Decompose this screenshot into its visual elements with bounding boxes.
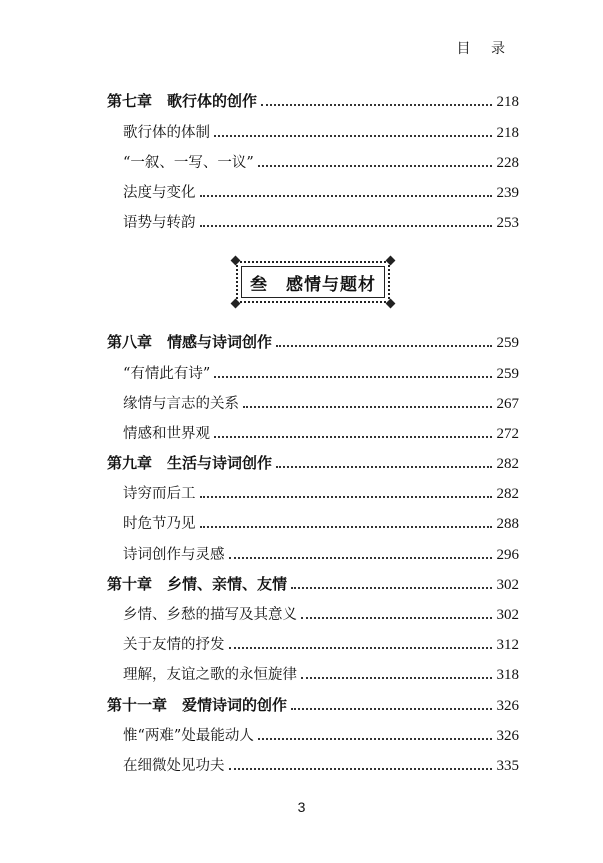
toc-entry-section[interactable]: [123, 178, 519, 202]
toc-entry-title: 缘情与言志的关系: [123, 396, 239, 412]
toc-entry-title: 第十一章 爱情诗词的创作: [107, 696, 288, 714]
dot-leader: [200, 496, 492, 498]
toc-entry-section[interactable]: [123, 540, 519, 564]
toc-entry-section[interactable]: [123, 419, 519, 443]
toc-entry-section[interactable]: [123, 600, 519, 624]
part-heading: 叁 感情与题材: [241, 266, 385, 298]
toc-entry-page: 326: [496, 728, 519, 744]
toc-entry-page: 326: [496, 698, 519, 714]
toc-entry-title: 时危节乃见: [123, 516, 196, 532]
dot-leader: [229, 557, 492, 559]
toc-entry-page: 267: [496, 396, 519, 412]
toc-entry-section[interactable]: [123, 389, 519, 413]
toc-entry-page: 272: [496, 426, 519, 442]
toc-entry-title: 第九章 生活与诗词创作: [107, 454, 273, 472]
toc-entry-title: 在细微处见功夫: [123, 758, 225, 774]
dot-leader: [291, 708, 491, 710]
toc-entry-page: 239: [496, 185, 519, 201]
toc-entry-title: 诗穷而后工: [123, 486, 196, 502]
dot-leader: [214, 436, 492, 438]
toc-entry-title: 惟“两难”处最能动人: [123, 728, 254, 744]
dot-leader: [200, 225, 492, 227]
toc-entry-page: 259: [496, 335, 519, 351]
toc-entry-section[interactable]: [123, 751, 519, 775]
toc-entry-page: 218: [496, 125, 519, 141]
dot-leader: [291, 587, 491, 589]
toc-entry-section[interactable]: [123, 721, 519, 745]
toc-entry-section[interactable]: [123, 479, 519, 503]
toc-entry-title: 诗词创作与灵感: [123, 547, 225, 563]
page-number: 3: [297, 799, 306, 815]
toc-entry-title: “一叙、一写、一议”: [123, 155, 254, 171]
dot-leader: [229, 647, 492, 649]
toc-entry-title: 乡情、乡愁的描写及其意义: [123, 607, 297, 623]
toc-entry-title: “有情此有诗”: [123, 366, 211, 382]
toc-entry-title: 法度与变化: [123, 185, 196, 201]
toc-entry-title: 关于友情的抒发: [123, 637, 225, 653]
dot-leader: [258, 738, 492, 740]
dot-leader: [276, 466, 491, 468]
toc-entry-chapter-11[interactable]: [107, 691, 519, 715]
toc-entry-title: 理解，友谊之歌的永恒旋律: [123, 667, 297, 683]
toc-entry-title: 语势与转韵: [123, 215, 196, 231]
toc-entry-chapter-10[interactable]: [107, 570, 519, 594]
dot-leader: [258, 165, 492, 167]
diamond-ornament-icon: [231, 299, 241, 309]
toc-entry-page: 302: [496, 607, 519, 623]
toc-entry-page: 312: [496, 637, 519, 653]
toc-entry-page: 253: [496, 215, 519, 231]
toc-entry-page: 335: [496, 758, 519, 774]
diamond-ornament-icon: [386, 299, 396, 309]
diamond-ornament-icon: [386, 256, 396, 266]
dot-leader: [214, 376, 491, 378]
toc-entry-chapter-7[interactable]: [107, 87, 519, 111]
toc-entry-page: 296: [496, 547, 519, 563]
toc-entry-page: 318: [496, 667, 519, 683]
toc-entry-title: 第八章 情感与诗词创作: [107, 333, 273, 351]
toc-entry-page: 282: [496, 456, 519, 472]
dot-leader: [301, 677, 492, 679]
toc-entry-section[interactable]: [123, 118, 519, 142]
dot-leader: [243, 406, 492, 408]
toc-entry-page: 288: [496, 516, 519, 532]
dot-leader: [214, 135, 492, 137]
toc-entry-chapter-9[interactable]: [107, 449, 519, 473]
toc-entry-section[interactable]: [123, 509, 519, 533]
toc-entry-page: 282: [496, 486, 519, 502]
toc-entry-page: 218: [496, 94, 519, 110]
toc-entry-page: 259: [496, 366, 519, 382]
running-head: 目 录: [456, 41, 513, 57]
toc-entry-title: 第十章 乡情、亲情、友情: [107, 575, 288, 593]
part-heading-frame: [236, 261, 390, 303]
toc-entry-title: 第七章 歌行体的创作: [107, 92, 258, 110]
toc-entry-chapter-8[interactable]: [107, 328, 519, 352]
dot-leader: [261, 104, 491, 106]
toc-entry-section[interactable]: [123, 630, 519, 654]
toc-entry-page: 228: [496, 155, 519, 171]
toc-entry-title: 歌行体的体制: [123, 125, 210, 141]
toc-entry-title: 情感和世界观: [123, 426, 210, 442]
toc-entry-section[interactable]: [123, 208, 519, 232]
toc-entry-page: 302: [496, 577, 519, 593]
toc-entry-section[interactable]: [123, 148, 519, 172]
dot-leader: [301, 617, 492, 619]
toc-entry-section[interactable]: [123, 660, 519, 684]
dot-leader: [200, 526, 492, 528]
dot-leader: [229, 768, 492, 770]
dot-leader: [276, 345, 491, 347]
diamond-ornament-icon: [231, 256, 241, 266]
dot-leader: [200, 195, 492, 197]
toc-entry-section[interactable]: [123, 359, 519, 383]
